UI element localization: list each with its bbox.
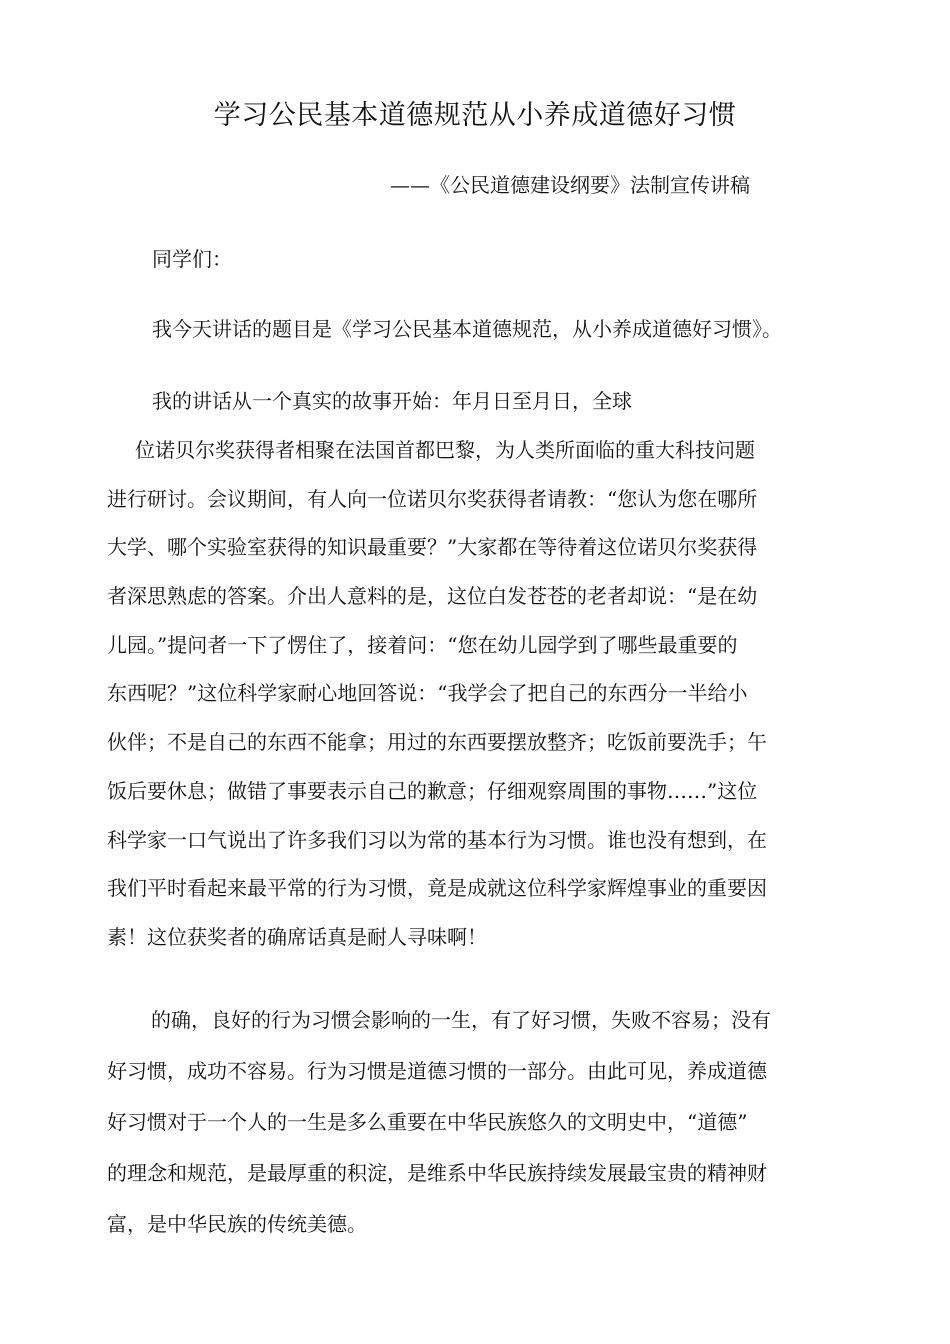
conclusion-line: 好习惯，成功不容易。行为习惯是道德习惯的一部分。由此可见，养成道德 [107,1059,767,1083]
document-subtitle: ——《公民道德建设纲要》法制宣传讲稿 [390,173,750,197]
story-line: 伙伴；不是自己的东西不能拿；用过的东西要摆放整齐；吃饭前要洗手；午 [107,730,767,755]
story-line: 者深思熟虑的答案。介出人意料的是，这位白发苍苍的老者却说：“是在幼 [107,584,758,609]
story-opening-line: 我的讲话从一个真实的故事开始：年月日至月日，全球 [152,389,632,413]
story-line: 位诺贝尔奖获得者相聚在法国首都巴黎，为人类所面临的重大科技问题 [135,438,755,462]
conclusion-line: 好习惯对于一个人的一生是多么重要在中华民族悠久的文明史中，“道德” [107,1110,748,1134]
conclusion-line: 富，是中华民族的传统美德。 [107,1212,367,1236]
story-line: 饭后要休息；做错了事要表示自己的歉意；仔细观察周围的事物……”这位 [107,778,758,803]
story-paragraph [107,434,847,970]
story-line: 进行研讨。会议期间，有人向一位诺贝尔奖获得者请教：“您认为您在哪所 [107,486,758,511]
intro-paragraph: 我今天讲话的题目是《学习公民基本道德规范，从小养成道德好习惯》。 [152,317,782,341]
conclusion-line: 的理念和规范，是最厚重的积淀，是维系中华民族持续发展最宝贵的精神财 [107,1161,767,1185]
story-line: 大学、哪个实验室获得的知识最重要？”大家都在等待着这位诺贝尔奖获得 [107,535,758,560]
conclusion-paragraph [107,1004,847,1259]
story-line: 儿园。”提问者一下了愣住了，接着问：“您在幼儿园学到了哪些最重要的 [107,632,738,657]
conclusion-line: 的确，良好的行为习惯会影响的一生，有了好习惯，失败不容易；没有 [151,1008,771,1032]
story-line: 东西呢？”这位科学家耐心地回答说：“我学会了把自己的东西分一半给小 [107,681,748,706]
document-title: 学习公民基本道德规范从小养成道德好习惯 [213,100,737,131]
story-line: 我们平时看起来最平常的行为习惯，竟是成就这位科学家辉煌事业的重要因 [107,876,767,901]
story-line: 素！这位获奖者的确席话真是耐人寻味啊！ [107,924,487,949]
story-line: 科学家一口气说出了许多我们习以为常的基本行为习惯。谁也没有想到，在 [107,827,767,852]
salutation: 同学们： [152,247,232,271]
